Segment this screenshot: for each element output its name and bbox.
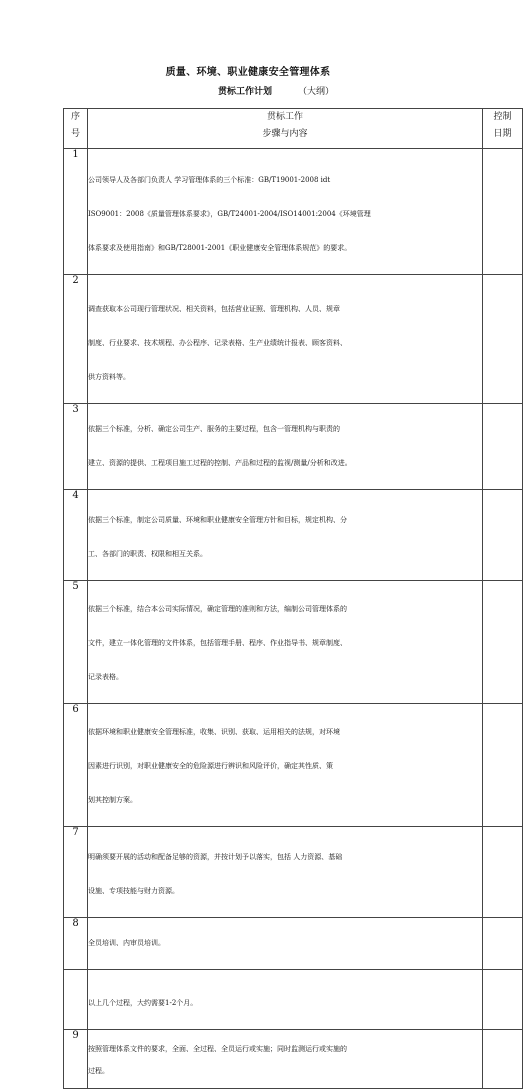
row-line: 依据三个标准，结合本公司实际情况，确定管理的准则和方法，编制公司管理体系的 xyxy=(88,605,347,613)
row-number: 4 xyxy=(64,490,88,581)
row-number: 7 xyxy=(64,827,88,918)
row-content xyxy=(88,918,483,970)
row-line: 过程。 xyxy=(88,1067,109,1075)
row-line: 设施、专项技能与财力资源。 xyxy=(88,887,179,895)
plan-table xyxy=(63,108,523,1089)
row-content xyxy=(88,1030,483,1089)
row-content xyxy=(88,970,483,1030)
document-title: 质量、环境、职业健康安全管理体系 xyxy=(165,67,331,78)
row-date xyxy=(483,704,523,827)
row-date xyxy=(483,970,523,1030)
table-header-row xyxy=(64,109,523,149)
row-content xyxy=(88,149,483,275)
row-content xyxy=(88,490,483,581)
row-line: 工、各部门的职责、权限和相互关系。 xyxy=(88,550,207,558)
header-date-line1: 控制 xyxy=(493,112,512,122)
row-number: 2 xyxy=(64,275,88,404)
row-date xyxy=(483,490,523,581)
row-date xyxy=(483,581,523,704)
table-row xyxy=(64,404,523,490)
row-number: 3 xyxy=(64,404,88,490)
row-content xyxy=(88,404,483,490)
header-serial-number xyxy=(64,109,88,149)
row-number xyxy=(64,970,88,1030)
subtitle-note: （大纲） xyxy=(298,87,335,97)
table-row xyxy=(64,149,523,275)
header-serial-line1: 序 xyxy=(70,112,80,122)
header-date-line2: 日期 xyxy=(493,129,512,139)
row-line: 全员培训、内审员培训。 xyxy=(88,939,165,947)
row-line: 依据三个标准，分析、确定公司生产、服务的主要过程，包含一管理机构与职责的 xyxy=(88,425,340,433)
table-row xyxy=(64,827,523,918)
row-number: 1 xyxy=(64,149,88,275)
row-line: 制度、行业要求、技术规程、办公程序、记录表格、生产业绩统计报表、顾客资料、 xyxy=(88,339,347,347)
table-row xyxy=(64,704,523,827)
row-number: 8 xyxy=(64,918,88,970)
row-line: 因素进行识别，对职业健康安全的危险源进行辨识和风险评价，确定其性质、策 xyxy=(88,762,333,770)
row-line: 记录表格。 xyxy=(88,673,123,681)
row-number: 9 xyxy=(64,1030,88,1089)
row-line: 按照管理体系文件的要求，全面、全过程、全员运行或实施；同时监测运行或实施的 xyxy=(88,1045,347,1053)
row-line: 依据三个标准，制定公司质量、环境和职业健康安全管理方针和目标，规定机构、分 xyxy=(88,516,347,524)
row-line: 体系要求及使用指南》和GB/T28001-2001《职业健康安全管理体系规范》的要求。 xyxy=(88,244,352,252)
row-content xyxy=(88,581,483,704)
header-serial-line2: 号 xyxy=(70,129,80,139)
table-row xyxy=(64,918,523,970)
header-steps-line1: 贯标工作 xyxy=(266,112,303,122)
table-row xyxy=(64,581,523,704)
row-date xyxy=(483,404,523,490)
row-date xyxy=(483,275,523,404)
row-line: 划其控制方案。 xyxy=(88,796,137,804)
subtitle-main: 贯标工作计划 xyxy=(218,87,273,97)
table-row xyxy=(64,490,523,581)
row-content xyxy=(88,704,483,827)
row-date xyxy=(483,918,523,970)
row-date xyxy=(483,1030,523,1089)
row-line: 以上几个过程，大约需要1-2个月。 xyxy=(88,999,198,1007)
row-line: 建立、资源的提供、工程项目施工过程的控制、产品和过程的监视/测量/分析和改进。 xyxy=(88,459,352,467)
row-number: 6 xyxy=(64,704,88,827)
row-line: 调查获取本公司现行管理状况、相关资料，包括营业证照、管理机构、人员、规章 xyxy=(88,305,340,313)
row-number: 5 xyxy=(64,581,88,704)
table-row xyxy=(64,970,523,1030)
header-control-date xyxy=(483,109,523,149)
row-line: 依据环境和职业健康安全管理标准，收集、识别、获取、运用相关的法规，对环境 xyxy=(88,728,340,736)
row-line: 文件，建立一体化管理的文件体系，包括管理手册、程序、作业指导书、规章制度、 xyxy=(88,639,347,647)
header-steps xyxy=(88,109,483,149)
row-line: 明确须要开展的活动和配备足够的资源，并按计划予以落实，包括 人力资源、基础 xyxy=(88,853,343,861)
row-line: 供方资料等。 xyxy=(88,373,130,381)
header-steps-line2: 步骤与内容 xyxy=(262,129,308,139)
row-content xyxy=(88,827,483,918)
row-content xyxy=(88,275,483,404)
row-date xyxy=(483,827,523,918)
table-row xyxy=(64,275,523,404)
row-date xyxy=(483,149,523,275)
row-line: 公司领导人及各部门负责人 学习管理体系的三个标准：GB/T19001-2008 idt xyxy=(88,176,331,184)
row-line: ISO9001：2008《质量管理体系要求》，GB/T24001-2004/ISO14001:2004《环境管理 xyxy=(88,210,371,218)
table-row xyxy=(64,1030,523,1089)
subtitle xyxy=(218,84,334,97)
